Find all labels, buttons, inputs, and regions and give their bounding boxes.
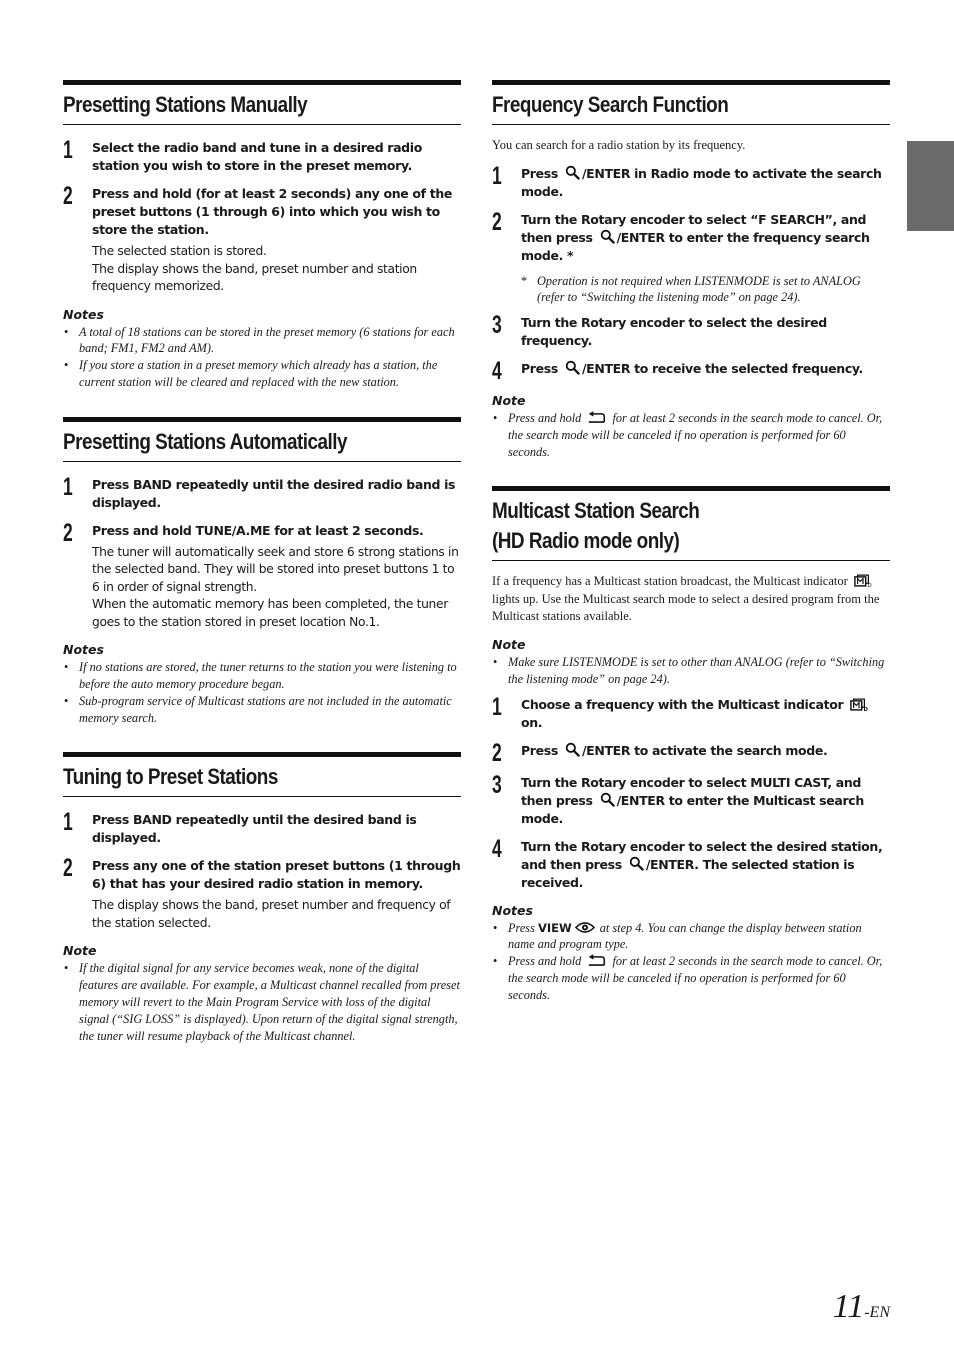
section-intro: You can search for a radio station by its frequency. [492,138,746,152]
step-text-part: for at least 2 seconds. [270,522,424,538]
notes-heading: Notes [63,306,104,322]
step-4 [492,357,890,386]
intro-text-part: lights up. Use the Multicast search mode to select a desired program from the Multicast stations available. [492,591,880,624]
step-number: 3 [492,311,502,340]
step-text-bold: preset buttons (1 through 6) [92,858,461,892]
notes-heading: Notes [63,642,104,658]
eye-icon [575,921,595,934]
step-text-part: to enter the Multicast search mode. [521,792,864,826]
step-text [521,360,890,378]
notes-list [63,659,461,726]
step-text-part: to select the desired station, and then press [521,838,883,872]
step-text-part: in Radio mode to activate the search mode. [521,165,882,199]
step-text-part: into which you wish to store the station. [92,204,440,237]
section-title-line-2: (HD Radio mode only) [492,528,680,554]
step-number: 1 [492,161,502,190]
step-2 [63,854,461,932]
search-icon [600,792,615,807]
step-text-bold: /ENTER [616,229,665,245]
step-number: 2 [492,207,502,236]
step-2 [492,738,890,767]
right-column [492,80,890,1030]
search-icon [565,165,580,180]
page-number [833,1288,890,1326]
step-number: 2 [63,854,73,883]
step-detail: The selected station is stored. [92,244,267,258]
step-text [521,742,890,760]
note-text-part: Press [508,920,538,935]
section-tuning-preset [63,752,461,1044]
step-detail: The display shows the band, preset number and frequency of the station selected. [92,898,451,930]
section-title: Tuning to Preset Stations [63,764,278,790]
step-text: Select the radio band and tune in a desired radio station you wish to store in the preset memory. [92,140,422,173]
note-text-part: Press and hold [508,954,585,969]
step-text-part: Press [521,165,562,181]
step-number: 1 [63,808,73,837]
note-item: • If no stations are stored, the tuner returns to the station you were listening to before the auto memory procedure began. [63,659,461,693]
notes-heading: Note [492,393,526,409]
note-text-part: Press and hold [508,411,585,426]
step-number: 1 [492,692,502,721]
section-header [63,417,461,462]
note-item [492,953,890,1003]
page-number-suffix: -EN [864,1304,890,1321]
note-text-part: for at least 2 seconds in the search mode to cancel. Or, the search mode will be canceled if no operation is performed for 60 seconds. [508,954,883,1002]
step-text-part: Press and hold [92,522,196,538]
step-text-part: Turn the [521,315,582,331]
step-text-bold: BAND [132,812,172,828]
step-number: 1 [63,472,73,501]
step-text-bold: BAND [132,476,172,492]
step-text [521,696,890,732]
step-text-part: on. [521,714,543,730]
notes-heading: Note [492,636,526,652]
step-text-bold: TUNE/A.ME [195,522,271,538]
step-text-part: to select MULTI CAST, and then press [521,774,861,808]
section-title: Multicast Station Search [492,498,700,524]
step-number: 2 [492,738,502,767]
step-2 [63,518,461,632]
step-text-bold: /ENTER [616,792,665,808]
intro-text-part: If a frequency has a Multicast station broadcast, the Multicast indicator [492,574,851,589]
step-text-part: Press [521,361,562,377]
note-item [492,410,890,460]
notes-heading: Note [63,943,97,959]
step-text-bold: Rotary encoder [581,774,685,790]
section-header [492,486,890,561]
step-text [521,211,890,265]
step-text-part: repeatedly until the desired radio band is displayed. [92,476,456,510]
step-number: 4 [492,357,502,386]
section-title: Frequency Search Function [492,92,729,117]
step-1 [492,692,890,732]
step-1 [63,472,461,512]
section-intro [492,573,890,626]
step-text-bold: /ENTER [581,361,631,377]
section-frequency-search [492,80,890,460]
notes-list [63,324,461,391]
step-text-bold: /ENTER [581,165,631,181]
section-presetting-manually [63,80,461,391]
note-item: • If the digital signal for any service becomes weak, none of the digital features are available. For example, a Multicast channel recalled from preset memory will revert to the Main Program Service with loss of the digital signal (“SIG LOSS” is displayed). Upon return of the digital signal strength, the tuner will resume playback of the Multicast channel. [63,960,461,1044]
step-2 [492,207,890,265]
step-text-part: Turn the [521,838,582,854]
step-text-part: Press and hold (for at least 2 seconds) any one of the [92,186,453,201]
step-2 [63,182,461,296]
step-text-bold: Rotary encoder [581,838,685,854]
step-3 [492,770,890,828]
note-text-bold: VIEW [537,920,572,935]
section-presetting-automatically [63,417,461,727]
note-item: • Sub-program service of Multicast stations are not included in the automatic memory search. [63,693,461,727]
step-text-bold: Rotary encoder [581,211,685,227]
step-text-part: Turn the [521,211,582,227]
search-icon [565,360,580,375]
step-text-part: to receive the selected frequency. [630,361,863,377]
step-1 [492,161,890,201]
step-text-part: Press [92,812,133,828]
step-detail: When the automatic memory has been completed, the tuner goes to the station stored in preset location No.1. [92,597,448,629]
asterisk-note: * Operation is not required when LISTENMODE is set to ANALOG (refer to “Switching the listening mode” on page 24). [521,273,890,307]
step-text-part: . The selected station is received. [521,856,855,890]
notes-list [492,654,890,688]
step-detail: The display shows the band, preset number and station frequency memorized. [92,261,417,293]
step-text-part: that has your desired radio station in memory. [105,876,423,892]
step-text-part: Press [92,476,133,492]
note-item: • Make sure LISTENMODE is set to other than ANALOG (refer to “Switching the listening mode” on page 24). [492,654,890,688]
note-text-part: for at least 2 seconds in the search mode to cancel. Or, the search mode will be canceled if no operation is performed for 60 seconds. [508,411,883,459]
section-title: Presetting Stations Automatically [63,428,348,454]
search-icon [629,856,644,871]
notes-list [492,920,890,1004]
step-number: 2 [63,518,73,547]
step-text [92,811,461,847]
search-icon [565,742,580,757]
note-item: • A total of 18 stations can be stored in the preset memory (6 stations for each band; FM1, FM2 and AM). [63,324,461,358]
note-item [492,920,890,954]
step-text-part: to enter the frequency search mode. * [521,229,870,263]
step-1 [63,808,461,847]
step-text-part: to select the desired frequency. [521,315,827,349]
return-arrow-icon [587,411,607,424]
left-column [63,80,461,1070]
step-text [521,774,890,828]
step-text-bold: /ENTER [645,856,695,872]
chapter-tab [907,141,954,231]
step-detail: The tuner will automatically seek and store 6 strong stations in the selected band. They will be stored into preset buttons 1 to 6 in order of signal strength. [92,544,459,594]
section-title: Presetting Stations Manually [63,92,308,117]
multicast-indicator-icon [850,698,868,711]
step-text [92,476,461,512]
step-text-bold: /ENTER [581,742,631,758]
step-number: 2 [63,182,73,210]
step-text [521,165,890,201]
multicast-indicator-icon [854,574,872,587]
section-multicast-search [492,486,890,1003]
step-text-part: Choose a frequency with the Multicast indicator [521,696,848,712]
step-text-part: to activate the search mode. [630,742,828,758]
step-text-bold: Rotary encoder [581,315,685,331]
step-3 [492,311,890,350]
search-icon [600,229,615,244]
notes-list [63,960,461,1044]
note-item: • If you store a station in a preset memory which already has a station, the current station will be cleared and replaced with the new station. [63,357,461,391]
section-header [63,752,461,797]
return-arrow-icon [587,954,607,967]
step-text [92,522,461,540]
step-number: 1 [63,136,73,164]
section-header [492,80,890,125]
step-1 [63,136,461,175]
step-text [521,314,890,350]
step-text-part: Press [521,742,562,758]
step-text [521,838,890,892]
step-text-bold: preset buttons (1 through 6) [92,204,286,219]
step-text-part: Press any one of the station [92,858,286,874]
step-text [92,857,461,893]
section-header [63,80,461,125]
step-text-part: to select “F SEARCH”, and then press [521,211,867,245]
note-text-part: at step 4. You can change the display between station name and program type. [508,920,862,952]
step-text [92,185,461,239]
notes-list [492,410,890,460]
notes-heading: Notes [492,902,533,918]
page-number-value: 11 [832,1288,865,1325]
step-text-part: repeatedly until the desired band is displayed. [92,812,417,846]
step-text-part: Turn the [521,774,582,790]
step-number: 3 [492,770,502,799]
step-number: 4 [492,834,502,863]
step-4 [492,834,890,892]
